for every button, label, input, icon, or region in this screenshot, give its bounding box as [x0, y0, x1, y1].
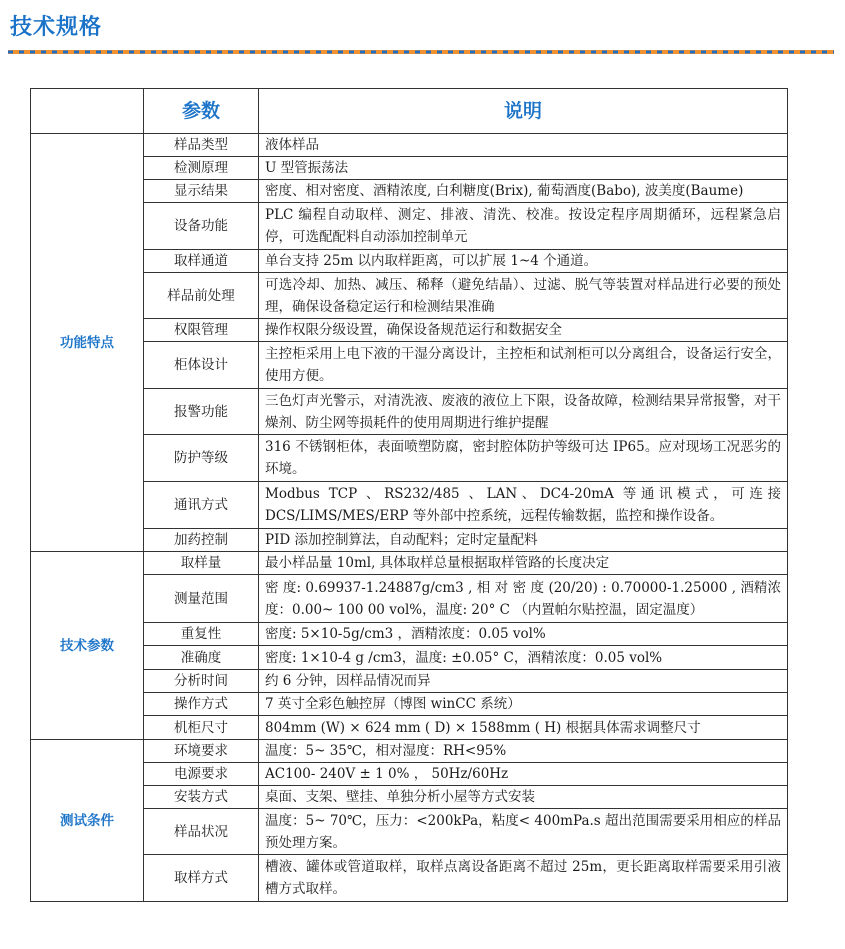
param-cell: 取样量 [144, 552, 259, 575]
param-cell: 设备功能 [144, 203, 259, 250]
desc-cell: 温度：5~ 35℃，相对湿度：RH<95% [259, 740, 788, 763]
desc-cell: 密度: 5×10-5g/cm3 ，酒精浓度：0.05 vol% [259, 623, 788, 646]
table-row [31, 670, 788, 693]
desc-cell: 804mm (W) × 624 mm ( D) × 1588mm ( H) 根据具体需求调整尺寸 [259, 716, 788, 740]
table-row [31, 693, 788, 716]
desc-cell: PLC 编程自动取样、测定、排液、清洗、校准。按设定程序周期循环，远程紧急启停，可选配配料自动添加控制单元 [259, 203, 788, 250]
desc-cell: 7 英寸全彩色触控屏（博图 winCC 系统） [259, 693, 788, 716]
desc-cell: 最小样品量 10ml, 具体取样总量根据取样管路的长度决定 [259, 552, 788, 575]
param-cell: 取样通道 [144, 250, 259, 273]
desc-cell: AC100- 240V ± 1 0% ， 50Hz/60Hz [259, 763, 788, 786]
desc-cell: 桌面、支架、壁挂、单独分析小屋等方式安装 [259, 786, 788, 809]
desc-cell: U 型管振荡法 [259, 157, 788, 180]
table-row [31, 250, 788, 273]
param-cell: 检测原理 [144, 157, 259, 180]
page-title: 技术规格 [10, 15, 103, 40]
desc-cell: 槽液、罐体或管道取样，取样点离设备距离不超过 25m，更长距离取样需要采用引液槽方式取样。 [259, 855, 788, 902]
param-cell: 电源要求 [144, 763, 259, 786]
table-row [31, 157, 788, 180]
param-cell: 权限管理 [144, 319, 259, 342]
spec-table [30, 88, 788, 902]
table-row [31, 552, 788, 575]
table-row [31, 273, 788, 319]
param-cell: 分析时间 [144, 670, 259, 693]
param-cell: 样品前处理 [144, 273, 259, 319]
desc-cell: 三色灯声光警示，对清洗液、废液的液位上下限，设备故障，检测结果异常报警，对干燥剂、防尘网等损耗件的使用周期进行维护提醒 [259, 389, 788, 435]
param-cell: 重复性 [144, 623, 259, 646]
desc-cell: 操作权限分级设置，确保设备规范运行和数据安全 [259, 319, 788, 342]
param-cell: 样品状况 [144, 809, 259, 855]
header-desc: 说明 [259, 89, 788, 134]
table-row [31, 180, 788, 203]
desc-cell: PID 添加控制算法，自动配料；定时定量配料 [259, 529, 788, 552]
param-cell: 显示结果 [144, 180, 259, 203]
desc-cell: Modbus TCP 、RS232/485 、LAN、DC4-20mA 等通讯模式，可连接 DCS/LIMS/MES/ERP 等外部中控系统，远程传输数据，监控和操作设备。 [259, 482, 788, 529]
param-cell: 安装方式 [144, 786, 259, 809]
param-cell: 机柜尺寸 [144, 716, 259, 740]
section-label: 测试条件 [31, 740, 144, 902]
desc-cell: 约 6 分钟，因样品情况而异 [259, 670, 788, 693]
table-row [31, 623, 788, 646]
header-param: 参数 [144, 89, 259, 134]
table-row [31, 435, 788, 482]
param-cell: 操作方式 [144, 693, 259, 716]
table-row [31, 319, 788, 342]
table-header-row [31, 89, 788, 134]
desc-cell: 可选冷却、加热、减压、稀释（避免结晶）、过滤、脱气等装置对样品进行必要的预处理，确保设备稳定运行和检测结果准确 [259, 273, 788, 319]
table-row [31, 134, 788, 157]
desc-cell: 液体样品 [259, 134, 788, 157]
desc-cell: 温度：5~ 70℃，压力：<200kPa，粘度< 400mPa.s 超出范围需要采用相应的样品预处理方案。 [259, 809, 788, 855]
desc-cell: 密 度: 0.69937-1.24887g/cm3 , 相 对 密 度 (20/20) : 0.70000-1.25000 , 酒精浓度：0.00~ 100 00 vol%，温度: 20° C （内置帕尔贴控温，固定温度） [259, 575, 788, 623]
table-row [31, 389, 788, 435]
param-cell: 环境要求 [144, 740, 259, 763]
table-row [31, 529, 788, 552]
title-divider [8, 48, 834, 56]
param-cell: 柜体设计 [144, 342, 259, 389]
section-label: 功能特点 [31, 134, 144, 552]
param-cell: 防护等级 [144, 435, 259, 482]
param-cell: 通讯方式 [144, 482, 259, 529]
table-row [31, 809, 788, 855]
param-cell: 报警功能 [144, 389, 259, 435]
desc-cell: 316 不锈钢柜体，表面喷塑防腐，密封腔体防护等级可达 IP65。应对现场工况恶劣的环境。 [259, 435, 788, 482]
desc-cell: 密度: 1×10-4 g /cm3，温度: ±0.05° C，酒精浓度：0.05 vol% [259, 646, 788, 670]
table-row [31, 786, 788, 809]
desc-cell: 主控柜采用上电下液的干湿分离设计，主控柜和试剂柜可以分离组合，设备运行安全，使用方便。 [259, 342, 788, 389]
table-row [31, 855, 788, 902]
table-row [31, 482, 788, 529]
param-cell: 准确度 [144, 646, 259, 670]
table-row [31, 740, 788, 763]
section-label: 技术参数 [31, 552, 144, 740]
param-cell: 加药控制 [144, 529, 259, 552]
table-row [31, 203, 788, 250]
desc-cell: 密度、相对密度、酒精浓度, 白利糖度(Brix), 葡萄酒度(Babo), 波美度(Baume) [259, 180, 788, 203]
param-cell: 取样方式 [144, 855, 259, 902]
desc-cell: 单台支持 25m 以内取样距离，可以扩展 1~4 个通道。 [259, 250, 788, 273]
param-cell: 样品类型 [144, 134, 259, 157]
table-row [31, 342, 788, 389]
table-row [31, 763, 788, 786]
table-row [31, 575, 788, 623]
table-row [31, 646, 788, 670]
param-cell: 测量范围 [144, 575, 259, 623]
table-row [31, 716, 788, 740]
header-blank [31, 89, 144, 134]
